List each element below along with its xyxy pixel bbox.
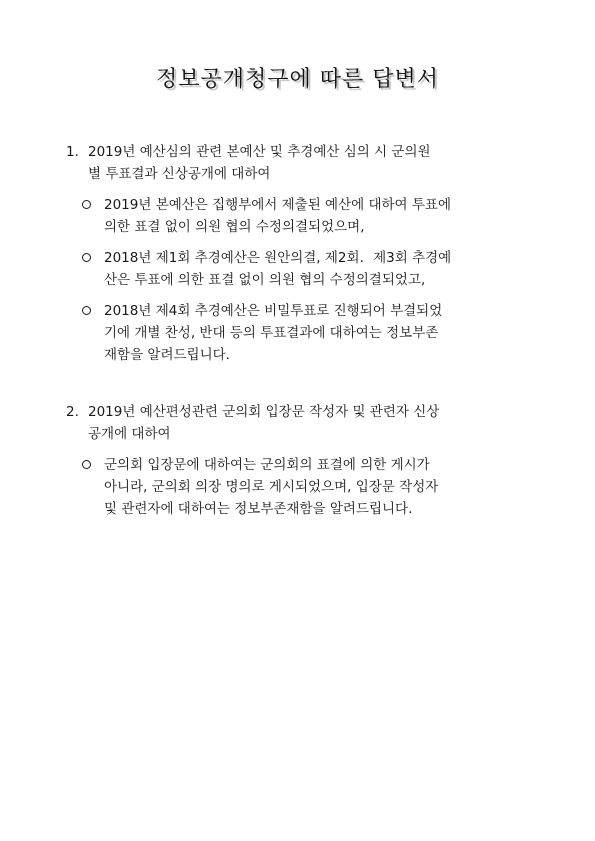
circle-bullet-icon: [82, 306, 91, 315]
item-line: 의한 표결 없이 의원 협의 수정의결되었으며,: [104, 219, 365, 235]
section-heading: [66, 141, 546, 185]
item-line: 군의회 입장문에 대하여는 군의회의 표결에 의한 게시가: [104, 457, 430, 473]
item-line: 2019년 본예산은 집행부에서 제출된 예산에 대하여 투표에: [104, 197, 452, 213]
item-line: 및 관련자에 대하여는 정보부존재함을 알려드립니다.: [104, 501, 413, 517]
section-heading-text: [88, 141, 431, 185]
section-1: [66, 141, 546, 366]
item-line: 2018년 제1회 추경예산은 원안의결, 제2회．제3회 추경예: [104, 250, 452, 266]
heading-line: 2019년 예산편성관련 군의회 입장문 작성자 및 관련자 신상: [88, 404, 440, 420]
section-number: 1.: [66, 144, 79, 160]
heading-line: 2019년 예산심의 관련 본예산 및 추경예산 심의 시 군의원: [88, 144, 431, 160]
item-line: 산은 투표에 의한 표결 없이 의원 협의 수정의결되었고,: [104, 272, 426, 288]
section-heading: [66, 401, 546, 445]
list-item: [80, 247, 546, 291]
section-heading-text: [88, 401, 439, 445]
circle-bullet-icon: [82, 200, 91, 209]
circle-bullet-icon: [82, 460, 91, 469]
section-2: [66, 401, 546, 520]
item-line: 기에 개별 찬성, 반대 등의 투표결과에 대하여는 정보부존: [104, 325, 439, 341]
page-title: 정보공개청구에 따른 답변서: [155, 67, 439, 92]
list-item: [80, 300, 546, 366]
heading-line: 별 투표결과 신상공개에 대하여: [88, 166, 271, 182]
list-item: [80, 194, 546, 238]
list-item: [80, 454, 546, 520]
item-line: 재함을 알려드립니다.: [104, 347, 230, 363]
heading-line: 공개에 대하여: [88, 426, 171, 442]
circle-bullet-icon: [82, 253, 91, 262]
section-number: 2.: [66, 404, 79, 420]
item-line: 2018년 제4회 추경예산은 비밀투표로 진행되어 부결되었: [104, 303, 443, 319]
item-line: 아니라, 군의회 의장 명의로 게시되었으며, 입장문 작성자: [104, 479, 439, 495]
